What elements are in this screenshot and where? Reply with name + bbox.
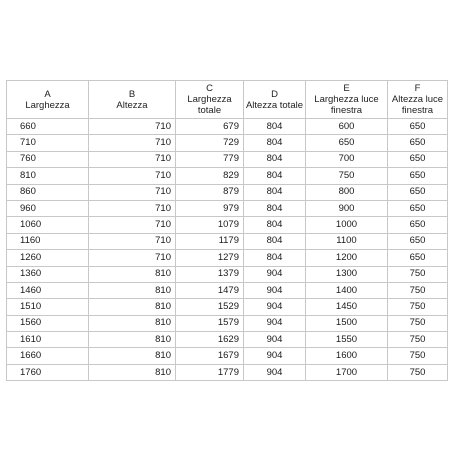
cell-larghezza-totale: 879 bbox=[176, 184, 244, 200]
header-letter: A bbox=[44, 88, 51, 100]
cell-larghezza-luce-finestra: 1100 bbox=[306, 233, 388, 249]
header-cell-b bbox=[89, 81, 176, 119]
cell-larghezza-luce-finestra: 600 bbox=[306, 119, 388, 135]
cell-altezza-luce-finestra: 750 bbox=[388, 282, 448, 298]
cell-larghezza-luce-finestra: 1200 bbox=[306, 250, 388, 266]
cell-larghezza-totale: 1529 bbox=[176, 299, 244, 315]
cell-altezza-totale: 804 bbox=[244, 200, 306, 216]
table-row bbox=[7, 184, 448, 200]
cell-larghezza-totale: 1679 bbox=[176, 348, 244, 364]
table-row bbox=[7, 135, 448, 151]
cell-altezza-luce-finestra: 650 bbox=[388, 184, 448, 200]
cell-altezza: 710 bbox=[89, 184, 176, 200]
cell-altezza-totale: 804 bbox=[244, 135, 306, 151]
table-row bbox=[7, 332, 448, 348]
header-letter: E bbox=[343, 83, 350, 94]
cell-altezza-luce-finestra: 650 bbox=[388, 119, 448, 135]
cell-larghezza: 1460 bbox=[7, 282, 89, 298]
cell-altezza-totale: 904 bbox=[244, 266, 306, 282]
cell-larghezza: 1260 bbox=[7, 250, 89, 266]
cell-larghezza-luce-finestra: 700 bbox=[306, 151, 388, 167]
cell-altezza-luce-finestra: 650 bbox=[388, 217, 448, 233]
table-row bbox=[7, 217, 448, 233]
cell-larghezza: 710 bbox=[7, 135, 89, 151]
cell-altezza-totale: 904 bbox=[244, 315, 306, 331]
cell-larghezza-luce-finestra: 750 bbox=[306, 168, 388, 184]
cell-altezza-luce-finestra: 650 bbox=[388, 233, 448, 249]
cell-larghezza-totale: 1179 bbox=[176, 233, 244, 249]
cell-altezza-luce-finestra: 650 bbox=[388, 151, 448, 167]
cell-larghezza-totale: 1379 bbox=[176, 266, 244, 282]
header-label: Altezza totale bbox=[245, 99, 304, 111]
cell-altezza-totale: 804 bbox=[244, 168, 306, 184]
cell-larghezza-luce-finestra: 800 bbox=[306, 184, 388, 200]
cell-altezza-totale: 904 bbox=[244, 282, 306, 298]
table-body bbox=[7, 119, 448, 381]
cell-larghezza-luce-finestra: 1450 bbox=[306, 299, 388, 315]
cell-altezza: 710 bbox=[89, 168, 176, 184]
cell-larghezza: 1560 bbox=[7, 315, 89, 331]
cell-altezza: 810 bbox=[89, 364, 176, 380]
header-label: Larghezza luce finestra bbox=[314, 94, 379, 116]
cell-altezza: 710 bbox=[89, 151, 176, 167]
cell-altezza: 810 bbox=[89, 348, 176, 364]
table-row bbox=[7, 348, 448, 364]
header-label: Altezza luce finestra bbox=[391, 94, 444, 116]
cell-altezza: 810 bbox=[89, 299, 176, 315]
cell-altezza: 710 bbox=[89, 119, 176, 135]
cell-altezza-totale: 904 bbox=[244, 299, 306, 315]
cell-altezza-luce-finestra: 750 bbox=[388, 299, 448, 315]
cell-altezza-luce-finestra: 650 bbox=[388, 200, 448, 216]
cell-larghezza: 1360 bbox=[7, 266, 89, 282]
cell-altezza-luce-finestra: 750 bbox=[388, 332, 448, 348]
cell-altezza-totale: 804 bbox=[244, 151, 306, 167]
cell-altezza-luce-finestra: 750 bbox=[388, 315, 448, 331]
cell-larghezza-totale: 729 bbox=[176, 135, 244, 151]
cell-altezza: 810 bbox=[89, 332, 176, 348]
table-row bbox=[7, 364, 448, 380]
cell-altezza: 810 bbox=[89, 315, 176, 331]
cell-altezza-totale: 904 bbox=[244, 348, 306, 364]
cell-larghezza-totale: 829 bbox=[176, 168, 244, 184]
cell-larghezza-luce-finestra: 900 bbox=[306, 200, 388, 216]
cell-altezza-totale: 804 bbox=[244, 184, 306, 200]
cell-larghezza-totale: 1479 bbox=[176, 282, 244, 298]
cell-larghezza: 660 bbox=[7, 119, 89, 135]
cell-larghezza-totale: 1079 bbox=[176, 217, 244, 233]
cell-larghezza: 810 bbox=[7, 168, 89, 184]
table-row bbox=[7, 233, 448, 249]
cell-larghezza: 1510 bbox=[7, 299, 89, 315]
cell-altezza: 710 bbox=[89, 217, 176, 233]
cell-altezza-luce-finestra: 650 bbox=[388, 135, 448, 151]
table-row bbox=[7, 250, 448, 266]
dimensions-table-container bbox=[6, 80, 447, 381]
header-letter: D bbox=[271, 88, 278, 100]
header-cell-f bbox=[388, 81, 448, 119]
cell-larghezza-luce-finestra: 1700 bbox=[306, 364, 388, 380]
cell-larghezza-luce-finestra: 1500 bbox=[306, 315, 388, 331]
header-cell-d bbox=[244, 81, 306, 119]
table-row bbox=[7, 315, 448, 331]
cell-larghezza-totale: 1579 bbox=[176, 315, 244, 331]
header-label: Larghezza bbox=[25, 99, 70, 111]
cell-larghezza-totale: 679 bbox=[176, 119, 244, 135]
header-cell-c bbox=[176, 81, 244, 119]
table-row bbox=[7, 299, 448, 315]
cell-altezza: 710 bbox=[89, 200, 176, 216]
cell-larghezza-luce-finestra: 1550 bbox=[306, 332, 388, 348]
table-row bbox=[7, 119, 448, 135]
cell-altezza-totale: 904 bbox=[244, 364, 306, 380]
cell-altezza: 810 bbox=[89, 266, 176, 282]
cell-altezza-luce-finestra: 650 bbox=[388, 250, 448, 266]
cell-altezza-totale: 804 bbox=[244, 233, 306, 249]
cell-altezza: 810 bbox=[89, 282, 176, 298]
cell-altezza-luce-finestra: 750 bbox=[388, 266, 448, 282]
cell-altezza: 710 bbox=[89, 233, 176, 249]
cell-altezza-totale: 804 bbox=[244, 119, 306, 135]
table-header-row bbox=[7, 81, 448, 119]
cell-larghezza: 1160 bbox=[7, 233, 89, 249]
cell-altezza: 710 bbox=[89, 250, 176, 266]
header-label: Larghezza totale bbox=[187, 94, 232, 116]
table-row bbox=[7, 200, 448, 216]
cell-larghezza-totale: 779 bbox=[176, 151, 244, 167]
table-row bbox=[7, 282, 448, 298]
cell-larghezza-luce-finestra: 1400 bbox=[306, 282, 388, 298]
header-label: Altezza bbox=[116, 99, 148, 111]
cell-altezza-luce-finestra: 650 bbox=[388, 168, 448, 184]
table-row bbox=[7, 151, 448, 167]
cell-larghezza: 1660 bbox=[7, 348, 89, 364]
header-cell-a bbox=[7, 81, 89, 119]
cell-altezza-totale: 904 bbox=[244, 332, 306, 348]
header-letter: C bbox=[206, 83, 213, 94]
cell-larghezza-totale: 1279 bbox=[176, 250, 244, 266]
table-row bbox=[7, 168, 448, 184]
cell-larghezza: 760 bbox=[7, 151, 89, 167]
cell-altezza-totale: 804 bbox=[244, 250, 306, 266]
cell-larghezza-totale: 1779 bbox=[176, 364, 244, 380]
cell-larghezza-totale: 979 bbox=[176, 200, 244, 216]
cell-larghezza-luce-finestra: 1600 bbox=[306, 348, 388, 364]
header-cell-e bbox=[306, 81, 388, 119]
cell-altezza: 710 bbox=[89, 135, 176, 151]
cell-altezza-luce-finestra: 750 bbox=[388, 364, 448, 380]
cell-larghezza: 960 bbox=[7, 200, 89, 216]
cell-larghezza-luce-finestra: 1000 bbox=[306, 217, 388, 233]
cell-larghezza: 1610 bbox=[7, 332, 89, 348]
cell-larghezza-totale: 1629 bbox=[176, 332, 244, 348]
table-row bbox=[7, 266, 448, 282]
header-letter: B bbox=[128, 88, 136, 100]
cell-larghezza: 1060 bbox=[7, 217, 89, 233]
dimensions-table bbox=[6, 80, 448, 381]
cell-larghezza-luce-finestra: 1300 bbox=[306, 266, 388, 282]
cell-larghezza: 860 bbox=[7, 184, 89, 200]
header-letter: F bbox=[414, 83, 421, 94]
cell-larghezza-luce-finestra: 650 bbox=[306, 135, 388, 151]
cell-altezza-totale: 804 bbox=[244, 217, 306, 233]
cell-larghezza: 1760 bbox=[7, 364, 89, 380]
cell-altezza-luce-finestra: 750 bbox=[388, 348, 448, 364]
